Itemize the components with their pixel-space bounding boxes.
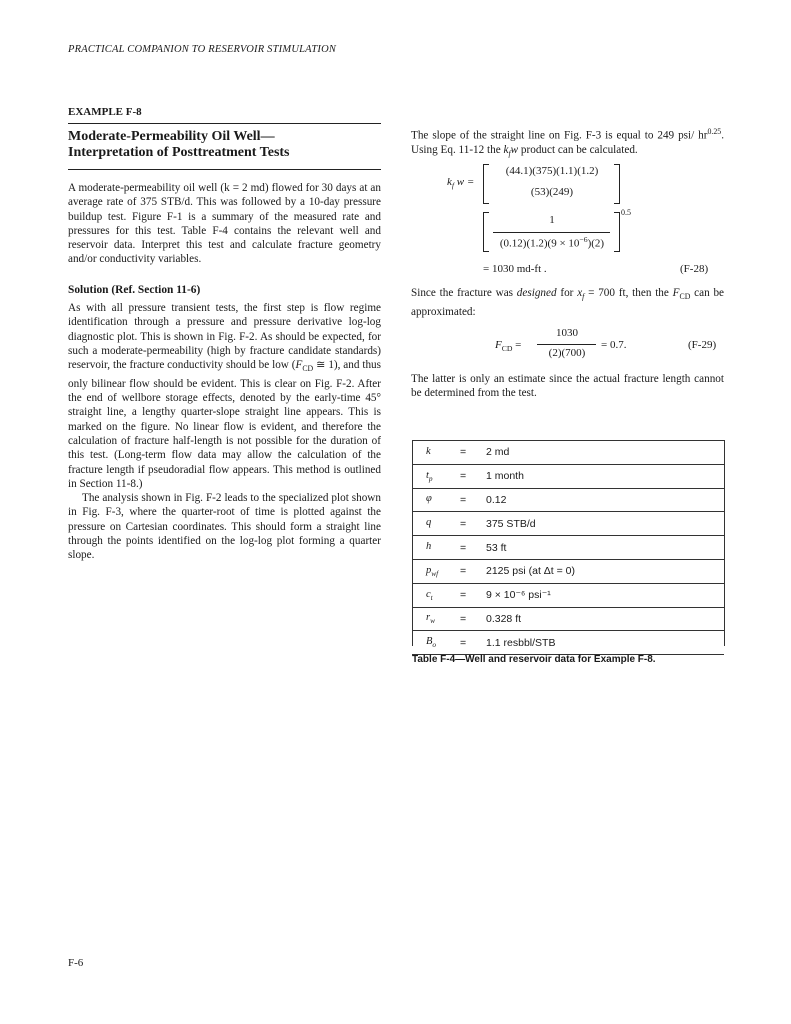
fcd-paragraph [411, 286, 724, 319]
text-run: As with all pressure transient tests, the first step is flow regime identification through a pressure and pressure derivative log-log diagnostic plot. This is shown in Fig. F-2. As should be expected, for such a moderate-permeability (high by fracture candidate standards) reservoir, the fracture conductivity should be low ( [68, 302, 381, 372]
symbol: φ [426, 493, 432, 505]
eq1-numerator: (44.1)(375)(1.1)(1.2) [505, 165, 599, 177]
fraction-bar [493, 232, 610, 233]
symbol: c [426, 588, 431, 600]
solution-heading: Solution (Ref. Section 11-6) [68, 284, 201, 296]
subscript: p [428, 473, 433, 483]
intro-text: A moderate-permeability oil well (k = 2 md) flowed for 30 days at an average rate of 375 STB/d. This was followed by a 10-day pressure buildup test. Figure F-1 is a summary of the measured rate and pressures for this test. Table F-4 contains the relevant well and reservoir data. Interpret this test and calculate fracture geometry and/or conductivity variables. [68, 182, 381, 266]
symbol: r [426, 612, 431, 624]
estimate-paragraph [411, 372, 724, 401]
subscript: w [430, 616, 435, 626]
symbol: h [426, 541, 432, 553]
table-row [412, 488, 724, 512]
right-bracket [614, 164, 620, 204]
fcd-text [411, 286, 724, 319]
table-row [412, 583, 724, 607]
table-row [412, 512, 724, 536]
equation-number: (F-29) [688, 339, 717, 351]
subscript: f [582, 292, 585, 302]
symbol: q [426, 517, 432, 529]
subscript: f [508, 149, 511, 159]
table-cell-symbol [412, 583, 460, 607]
left-bracket [483, 164, 489, 204]
table-cell-value: 2125 psi (at Δt = 0) [486, 559, 724, 583]
slope-text [411, 125, 724, 162]
text-run: . Using Eq. 11-12 the [411, 129, 724, 157]
symbol: k [426, 445, 431, 457]
eq1b-numerator: 1 [549, 214, 555, 226]
eq2-denominator: (2)(700) [548, 347, 586, 359]
table-cell-equals: = [460, 631, 486, 655]
subscript: o [432, 640, 437, 650]
table-cell-equals: = [460, 607, 486, 631]
intro-paragraph [68, 181, 381, 267]
symbol: w [510, 144, 519, 157]
page-number: F-6 [68, 957, 84, 969]
table-cell-symbol [412, 607, 460, 631]
table-cell-symbol [412, 441, 460, 465]
table-cell-equals: = [460, 559, 486, 583]
divider [68, 169, 381, 170]
solution-paragraph-1 [68, 301, 381, 491]
table-cell-equals: = [460, 488, 486, 512]
table-cell-value: 0.12 [486, 488, 724, 512]
text-run: (0.12)(1.2)(9 × 10 [499, 237, 580, 250]
table-caption: Table F-4—Well and reservoir data for Example F-8. [412, 654, 656, 665]
table-row [412, 464, 724, 488]
symbol: B [426, 636, 433, 648]
text-run: )(2) [587, 237, 605, 250]
estimate-text: The latter is only an estimate since the actual fracture length cannot be determined from the test. [411, 373, 724, 400]
subscript: wf [431, 568, 439, 578]
table-row [412, 631, 724, 655]
table-row [412, 559, 724, 583]
table-cell-equals: = [460, 583, 486, 607]
table-cell-value: 375 STB/d [486, 512, 724, 536]
text-run: = [515, 339, 522, 351]
table-cell-value: 9 × 10⁻⁶ psi⁻¹ [486, 583, 724, 607]
table-cell-value: 1.1 resbbl/STB [486, 631, 724, 655]
table-cell-symbol [412, 559, 460, 583]
table-cell-equals: = [460, 464, 486, 488]
table-cell-value: 53 ft [486, 536, 724, 560]
subscript: CD [679, 292, 691, 302]
symbol: p [426, 564, 432, 576]
eq2-result: = 0.7. [601, 339, 627, 351]
table-row [412, 441, 724, 465]
text-run: can be approximated: [411, 287, 725, 318]
symbol: t [426, 469, 429, 481]
symbol: F [672, 287, 680, 299]
example-title [68, 129, 388, 161]
slope-paragraph [411, 125, 724, 162]
table-cell-symbol [412, 536, 460, 560]
text-run: hr [698, 129, 708, 142]
right-bracket [614, 212, 620, 252]
table-row [412, 536, 724, 560]
well-data-table [412, 440, 724, 655]
symbol: x [577, 287, 583, 299]
table-cell-symbol [412, 488, 460, 512]
fraction-bar [537, 344, 596, 345]
text-run: ≅ 1), and thus only bilinear flow should be evident. This is clear on Fig. F-2. After the end of wellbore storage effects, denoted by the early-time 45° straight line, a lengthy quarter-slope straight line appears. This is marked on the figure. No linear flow is evident, and therefore the calculation of fracture half-length is not possible for the duration of this test. (Long-term flow data may allow the calculation of the fracture length if pseudoradial flow appears. This method is outlined in Section 11-8.) [68, 359, 381, 490]
text-run: The slope of the straight line on Fig. F-3 is equal to 249 psi/ [411, 129, 695, 142]
solution-body [68, 301, 381, 563]
eq1-denominator: (53)(249) [530, 186, 574, 198]
table-cell-symbol [412, 464, 460, 488]
table-cell-equals: = [460, 441, 486, 465]
symbol: w = [454, 176, 475, 188]
exponent: 0.5 [621, 208, 631, 217]
table-cell-value: 2 md [486, 441, 724, 465]
eq1b-denominator [488, 235, 616, 250]
table-cell-symbol [412, 631, 460, 655]
table-cell-value: 1 month [486, 464, 724, 488]
text-run: for [556, 287, 578, 299]
eq2-lhs [495, 339, 521, 353]
symbol: F [495, 339, 502, 351]
subscript: CD [501, 344, 513, 354]
symbol: F [295, 359, 303, 372]
example-title-line-1: Moderate-Permeability Oil Well— [68, 129, 275, 144]
example-label: EXAMPLE F-8 [68, 106, 142, 118]
superscript: −6 [579, 235, 588, 244]
text-run: Since the fracture was [411, 287, 517, 299]
symbol: k [503, 144, 509, 157]
emphasis: designed [516, 287, 557, 299]
superscript: 0.25 [707, 127, 722, 136]
eq2-numerator: 1030 [556, 327, 578, 339]
table-cell-value: 0.328 ft [486, 607, 724, 631]
subscript: f [451, 181, 455, 191]
table-cell-symbol [412, 512, 460, 536]
equation-lhs [447, 176, 474, 190]
eq1-result: = 1030 md-ft . [483, 263, 547, 275]
text-run: product can be calculated. [518, 144, 638, 157]
symbol: k [447, 176, 452, 188]
running-header: PRACTICAL COMPANION TO RESERVOIR STIMULATION [68, 44, 337, 55]
subscript: t [430, 592, 433, 602]
example-title-line-2: Interpretation of Posttreatment Tests [68, 145, 290, 160]
table-cell-equals: = [460, 536, 486, 560]
divider [68, 123, 381, 124]
table-cell-equals: = [460, 512, 486, 536]
solution-paragraph-2: The analysis shown in Fig. F-2 leads to the specialized plot shown in Fig. F-3, where the quarter-root of time is plotted against the pressure on Cartesian coordinates. This should form a straight line through the points identified on the log-log plot forming a quarter slope. [68, 492, 381, 562]
equation-number: (F-28) [680, 263, 709, 275]
text-run: = 700 ft, then the [584, 287, 673, 299]
subscript: CD [302, 364, 314, 374]
table-row [412, 607, 724, 631]
